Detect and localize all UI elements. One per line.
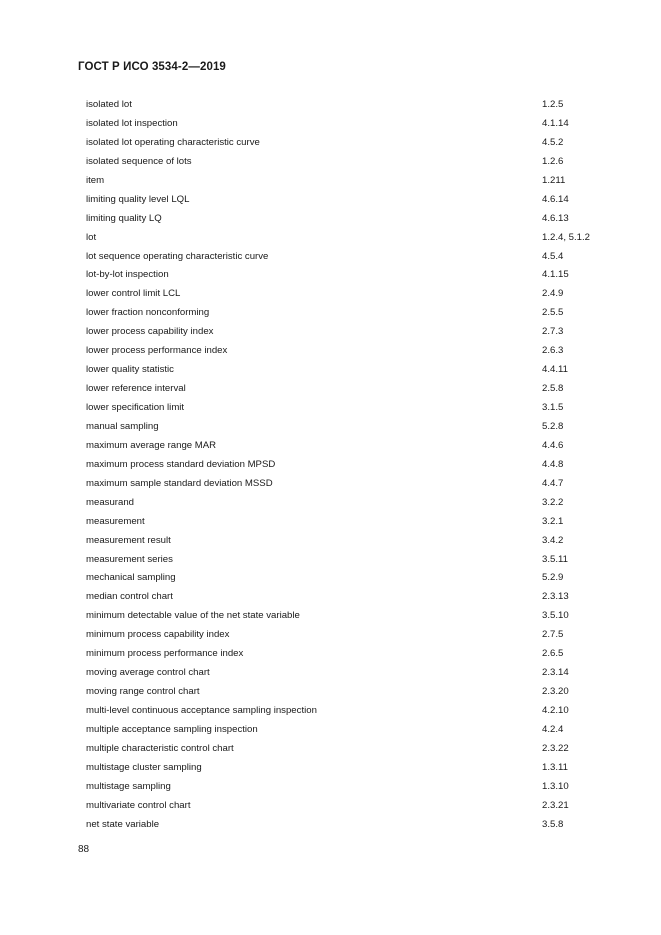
index-term: moving average control chart <box>86 667 210 679</box>
index-ref: 1.2.6 <box>542 155 564 167</box>
index-row <box>86 626 626 645</box>
index-ref: 2.6.3 <box>542 345 564 357</box>
index-term: minimum process capability index <box>86 629 230 641</box>
index-ref: 3.2.2 <box>542 496 564 508</box>
index-row <box>86 115 626 134</box>
index-ref: 2.6.5 <box>542 648 564 660</box>
index-ref: 4.2.4 <box>542 723 564 735</box>
index-row <box>86 816 626 835</box>
index-row <box>86 437 626 456</box>
index-ref: 4.6.13 <box>542 212 569 224</box>
index-term: mechanical sampling <box>86 572 176 584</box>
index-ref: 4.1.15 <box>542 269 569 281</box>
index-term: limiting quality LQ <box>86 212 162 224</box>
index-term: multi-level continuous acceptance sampling inspection <box>86 705 317 716</box>
index-row <box>86 721 626 740</box>
index-term: isolated sequence of lots <box>86 155 192 167</box>
index-term: lot <box>86 231 97 243</box>
index-ref: 3.4.2 <box>542 534 564 546</box>
index-term: multiple characteristic control chart <box>86 742 234 754</box>
index-row <box>86 210 626 229</box>
document-header: ГОСТ Р ИСО 3534-2—2019 <box>78 61 226 73</box>
index-ref: 5.2.9 <box>542 572 564 584</box>
index-term: median control chart <box>86 591 173 603</box>
index-term: maximum average range MAR <box>86 439 217 451</box>
index-ref: 4.4.8 <box>542 458 564 470</box>
index-row <box>86 778 626 797</box>
index-term: measurand <box>86 496 134 508</box>
index-term: maximum sample standard deviation MSSD <box>86 477 273 489</box>
index-row <box>86 456 626 475</box>
index-row <box>86 702 626 721</box>
index-ref: 1.2.5 <box>542 99 564 110</box>
index-term: lower fraction nonconforming <box>86 307 210 319</box>
index-row <box>86 607 626 626</box>
index-row <box>86 134 626 153</box>
index-term: lower control limit LCL <box>86 288 181 300</box>
index-row <box>86 323 626 342</box>
index-ref: 2.3.20 <box>542 686 569 698</box>
index-ref: 2.3.13 <box>542 591 569 603</box>
index-term: measurement result <box>86 534 171 546</box>
index-ref: 4.2.10 <box>542 705 569 716</box>
index-term: isolated lot inspection <box>86 117 178 129</box>
index-row <box>86 569 626 588</box>
index-term: lower reference interval <box>86 383 186 395</box>
index-ref: 3.5.8 <box>542 818 564 830</box>
index-row <box>86 153 626 172</box>
index-row <box>86 494 626 513</box>
index-term: moving range control chart <box>86 686 200 698</box>
index-row <box>86 797 626 816</box>
index-term: minimum detectable value of the net state variable <box>86 610 300 622</box>
index-row <box>86 759 626 778</box>
page-number: 88 <box>78 844 90 855</box>
index-row <box>86 248 626 267</box>
index-term: multistage sampling <box>86 780 171 792</box>
index-row <box>86 683 626 702</box>
index-term: maximum process standard deviation MPSD <box>86 458 276 470</box>
index-row <box>86 191 626 210</box>
index-term: lower process capability index <box>86 326 214 338</box>
index-ref: 4.5.4 <box>542 250 564 262</box>
index-row <box>86 740 626 759</box>
index-row <box>86 513 626 532</box>
index-term: lot sequence operating characteristic curve <box>86 250 269 262</box>
index-ref: 2.7.5 <box>542 629 564 641</box>
index-term: minimum process performance index <box>86 648 244 660</box>
index-ref: 1.211 <box>542 174 566 186</box>
term-index-list <box>86 96 626 835</box>
index-term: isolated lot <box>86 99 132 110</box>
index-ref: 4.5.2 <box>542 136 564 148</box>
index-row <box>86 664 626 683</box>
index-row <box>86 475 626 494</box>
index-term: net state variable <box>86 818 160 830</box>
index-ref: 1.2.4, 5.1.2 <box>542 231 591 243</box>
index-ref: 3.5.11 <box>542 553 568 565</box>
index-ref: 1.3.10 <box>542 780 569 792</box>
index-ref: 4.6.14 <box>542 193 569 205</box>
index-term: multistage cluster sampling <box>86 761 202 773</box>
index-row <box>86 399 626 418</box>
index-term: multiple acceptance sampling inspection <box>86 723 258 735</box>
index-term: item <box>86 174 105 186</box>
index-term: lot-by-lot inspection <box>86 269 169 281</box>
index-row <box>86 532 626 551</box>
index-term: measurement <box>86 515 145 527</box>
index-term: lower process performance index <box>86 345 228 357</box>
index-row <box>86 96 626 115</box>
index-row <box>86 172 626 191</box>
index-row <box>86 342 626 361</box>
index-ref: 3.1.5 <box>542 402 564 413</box>
index-term: lower specification limit <box>86 402 185 413</box>
index-term: limiting quality level LQL <box>86 193 190 205</box>
index-ref: 4.4.11 <box>542 364 568 376</box>
index-row <box>86 229 626 248</box>
index-ref: 4.4.7 <box>542 477 564 489</box>
index-ref: 2.5.5 <box>542 307 564 319</box>
index-row <box>86 266 626 285</box>
index-ref: 2.4.9 <box>542 288 564 300</box>
index-term: lower quality statistic <box>86 364 174 376</box>
index-ref: 2.5.8 <box>542 383 564 395</box>
index-row <box>86 418 626 437</box>
index-term: manual sampling <box>86 420 159 432</box>
index-ref: 2.3.22 <box>542 742 569 754</box>
index-term: measurement series <box>86 553 173 565</box>
index-ref: 2.3.14 <box>542 667 569 679</box>
index-term: multivariate control chart <box>86 799 191 811</box>
index-term: isolated lot operating characteristic curve <box>86 136 260 148</box>
index-ref: 4.4.6 <box>542 439 564 451</box>
index-row <box>86 285 626 304</box>
index-row <box>86 304 626 323</box>
index-ref: 4.1.14 <box>542 117 569 129</box>
index-ref: 2.7.3 <box>542 326 564 338</box>
index-row <box>86 361 626 380</box>
index-ref: 2.3.21 <box>542 799 569 811</box>
index-row <box>86 588 626 607</box>
index-ref: 3.5.10 <box>542 610 569 622</box>
index-ref: 5.2.8 <box>542 420 564 432</box>
index-ref: 1.3.11 <box>542 761 568 773</box>
index-row <box>86 551 626 570</box>
index-row <box>86 645 626 664</box>
index-row <box>86 380 626 399</box>
index-ref: 3.2.1 <box>542 515 564 527</box>
